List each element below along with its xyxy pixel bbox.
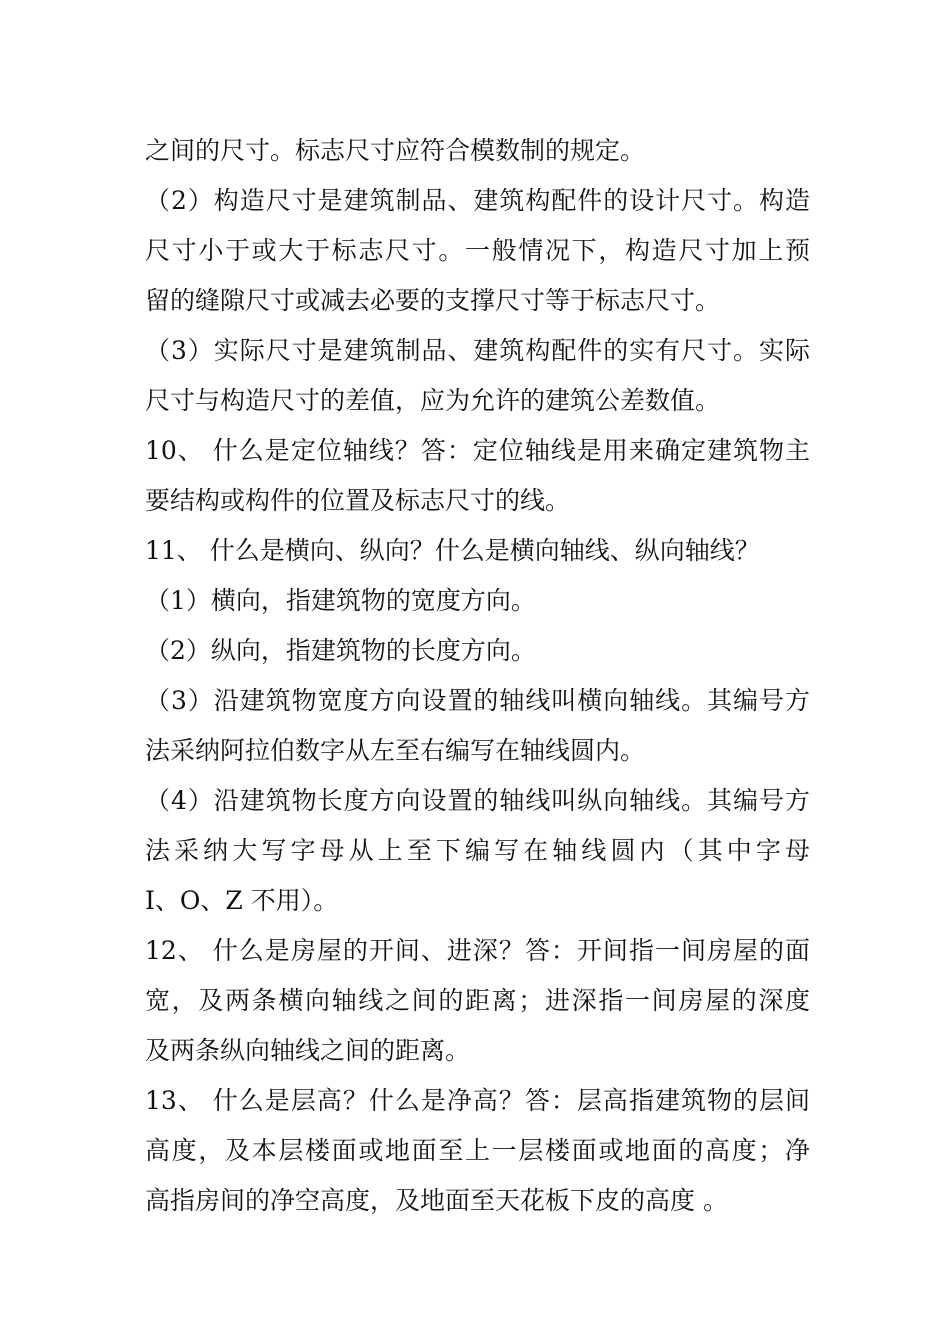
text-line: （2）构造尺寸是建筑制品、建筑构配件的设计尺寸。构造 <box>145 186 810 215</box>
text-line: 13、 什么是层高？什么是净高？答：层高指建筑物的层间 <box>145 1086 810 1115</box>
text-line: （3）实际尺寸是建筑制品、建筑构配件的实有尺寸。实际 <box>145 336 810 365</box>
text-line: 法采纳阿拉伯数字从左至右编写在轴线圆内。 <box>145 736 646 765</box>
text-line: 11、 什么是横向、纵向？什么是横向轴线、纵向轴线？ <box>145 536 760 565</box>
text-line: 10、 什么是定位轴线？答：定位轴线是用来确定建筑物主 <box>145 436 810 465</box>
text-line: 高指房间的净空高度，及地面至天花板下皮的高度 。 <box>145 1186 728 1215</box>
text-line: （2）纵向，指建筑物的长度方向。 <box>145 636 536 665</box>
text-line: 留的缝隙尺寸或减去必要的支撑尺寸等于标志尺寸。 <box>145 286 721 315</box>
text-line: 高度，及本层楼面或地面至上一层楼面或地面的高度；净 <box>145 1136 810 1165</box>
text-line: （1）横向，指建筑物的宽度方向。 <box>145 586 536 615</box>
text-line: 12、 什么是房屋的开间、进深？答：开间指一间房屋的面 <box>145 936 810 965</box>
text-line: 法采纳大写字母从上至下编写在轴线圆内（其中字母 <box>145 836 810 865</box>
text-line: 要结构或构件的位置及标志尺寸的线。 <box>145 486 571 515</box>
text-line: （3）沿建筑物宽度方向设置的轴线叫横向轴线。其编号方 <box>145 686 810 715</box>
text-line: 尺寸与构造尺寸的差值，应为允许的建筑公差数值。 <box>145 386 721 415</box>
text-line: I、O、Z 不用）。 <box>145 886 339 915</box>
text-line: 宽，及两条横向轴线之间的距离；进深指一间房屋的深度 <box>145 986 810 1015</box>
body-text <box>145 126 810 1226</box>
text-line: 及两条纵向轴线之间的距离。 <box>145 1036 471 1065</box>
text-line: 之间的尺寸。标志尺寸应符合模数制的规定。 <box>145 136 646 165</box>
text-line: （4）沿建筑物长度方向设置的轴线叫纵向轴线。其编号方 <box>145 786 810 815</box>
text-line: 尺寸小于或大于标志尺寸。一般情况下，构造尺寸加上预 <box>145 236 810 265</box>
